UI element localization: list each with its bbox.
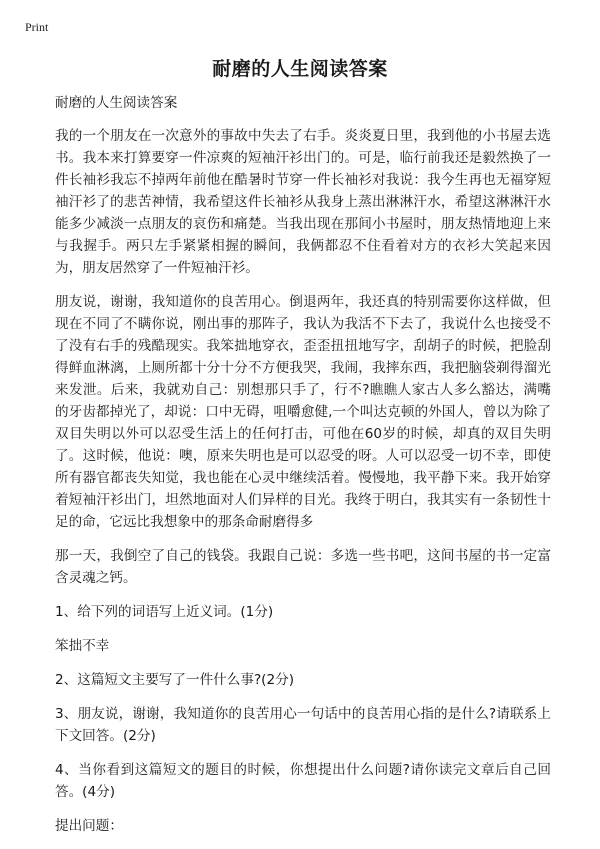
question-4-prompt: 提出问题： <box>55 818 123 834</box>
question-4: 4、当你看到这篇短文的题目的时候，你想提出什么问题?请你读完文章后自己回答。(4分) <box>55 762 551 800</box>
document-title: 耐磨的人生阅读答案 <box>212 58 388 80</box>
paragraph-1: 我的一个朋友在一次意外的事故中失去了右手。炎炎夏日里，我到他的小书屋去选书。我本来打算要穿一件凉爽的短袖汗衫出门的。可是，临行前我还是毅然换了一件长袖衫我忘不掉两年前他在酷暑时节穿一件长袖衫对我说：我今生再也无福穿短袖汗衫了的悲苦神情，我希望这件长袖衫从我身上蒸出淋淋汗水，希望这淋淋汗水能多少减淡一点朋友的哀伤和痛楚。当我出现在那间小书屋时，朋友热情地迎上来与我握手。两只左手紧紧相握的瞬间，我俩都忍不住看着对方的衣衫大笑起来因为，朋友居然穿了一件短袖汗衫。 <box>55 128 551 276</box>
document-subtitle: 耐磨的人生阅读答案 <box>55 95 178 111</box>
question-2: 2、这篇短文主要写了一件什么事?(2分) <box>55 672 295 688</box>
paragraph-3: 那一天，我倒空了自己的钱袋。我跟自己说：多选一些书吧，这间书屋的书一定富含灵魂之钙。 <box>55 548 551 586</box>
document-body <box>55 92 551 849</box>
question-3: 3、朋友说，谢谢，我知道你的良苦用心一句话中的良苦用心指的是什么?请联系上下文回答。(2分) <box>55 706 551 744</box>
paragraph-2: 朋友说，谢谢，我知道你的良苦用心。倒退两年，我还真的特别需要你这样做，但现在不同了不瞒你说，刚出事的那阵子，我认为我活不下去了，我说什么也接受不了没有右手的残酷现实。我笨拙地穿衣，歪歪扭扭地写字，刮胡子的时候，把脸刮得鲜血淋漓，上厕所都十分十分不方便我哭，我闹，我摔东西，我把脑袋剃得溜光来发泄。后来，我就劝自己：别想那只手了，行不?瞧瞧人家古人多么豁达，满嘴的牙齿都掉光了，却说：口中无碍，咀嚼愈健,一个叫达克顿的外国人，曾以为除了双目失明以外可以忍受生活上的任何打击，可他在60岁的时候，却真的双目失明了。这时候，他说：噢，原来失明也是可以忍受的呀。人可以忍受一切不幸，即使所有器官都丧失知觉，我也能在心灵中继续活着。慢慢地，我平静下来。我开始穿着短袖汗衫出门，坦然地面对人们异样的目光。我终于明白，我其实有一条韧性十足的命，它远比我想象中的那条命耐磨得多 <box>55 294 551 530</box>
question-1-words: 笨拙不幸 <box>55 638 110 654</box>
question-1: 1、给下列的词语写上近义词。(1分) <box>55 604 274 620</box>
print-link[interactable]: Print <box>25 20 49 34</box>
